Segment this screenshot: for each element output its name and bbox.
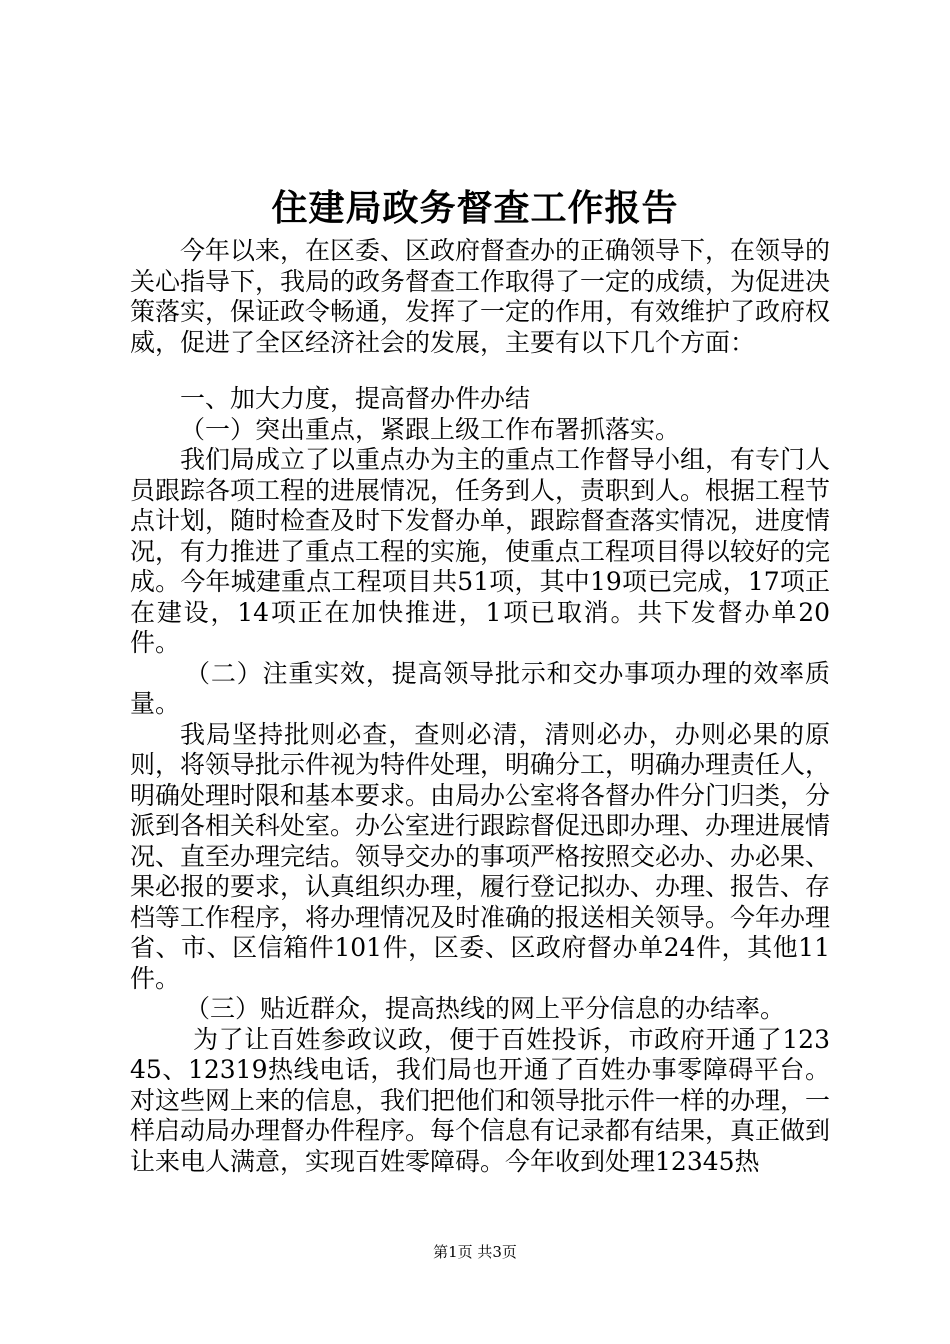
body-paragraph-2: 我局坚持批则必查，查则必清，清则必办，办则必果的原则，将领导批示件视为特件处理，明确分工，明确办理责任人，明确处理时限和基本要求。由局办公室将各督办件分门归类，分派到各相关科处室。办公室进行跟踪督促迅即办理、办理进展情况、直至办理完结。领导交办的事项严格按照交必办、办必果、果必报的要求，认真组织办理，履行登记拟办、办理、报告、存档等工作程序，将办理情况及时准确的报送相关领导。今年办理省、市、区信箱件101件，区委、区政府督办单24件，其他11件。 [130,719,831,993]
body-paragraph-1: 我们局成立了以重点办为主的重点工作督导小组，有专门人员跟踪各项工程的进展情况，任务到人，责职到人。根据工程节点计划，随时检查及时下发督办单，跟踪督查落实情况，进度情况，有力推进了重点工程的实施，使重点工程项目得以较好的完成。今年城建重点工程项目共51项，其中19项已完成，17项正在建设，14项正在加快推进，1项已取消。共下发督办单20件。 [130,445,831,657]
section-heading-1: 一、加大力度，提高督办件办结 [180,384,531,413]
document-title: 住建局政务督查工作报告 [271,187,679,229]
subsection-heading-2: （二）注重实效，提高领导批示和交办事项办理的效率质量。 [130,658,830,718]
subsection-heading-1: （一）突出重点，紧跟上级工作布署抓落实。 [180,414,681,444]
document-body [130,236,830,1177]
intro-paragraph: 今年以来，在区委、区政府督查办的正确领导下，在领导的关心指导下，我局的政务督查工作取得了一定的成绩，为促进决策落实，保证政令畅通，发挥了一定的作用，有效维护了政府权威，促进了全区经济社会的发展，主要有以下几个方面： [130,236,831,357]
page-number-footer: 第1页 共3页 [433,1243,517,1261]
body-paragraph-3: 为了让百姓参政议政，便于百姓投诉，市政府开通了12345、12319热线电话，我们局也开通了百姓办事零障碍平台。对这些网上来的信息，我们把他们和领导批示件一样的办理，一样启动局办理督办件程序。每个信息有记录都有结果，真正做到让来电人满意，实现百姓零障碍。今年收到处理12345热 [130,1024,831,1176]
subsection-heading-3: （三）贴近群众，提高热线的网上平分信息的办结率。 [185,994,786,1023]
